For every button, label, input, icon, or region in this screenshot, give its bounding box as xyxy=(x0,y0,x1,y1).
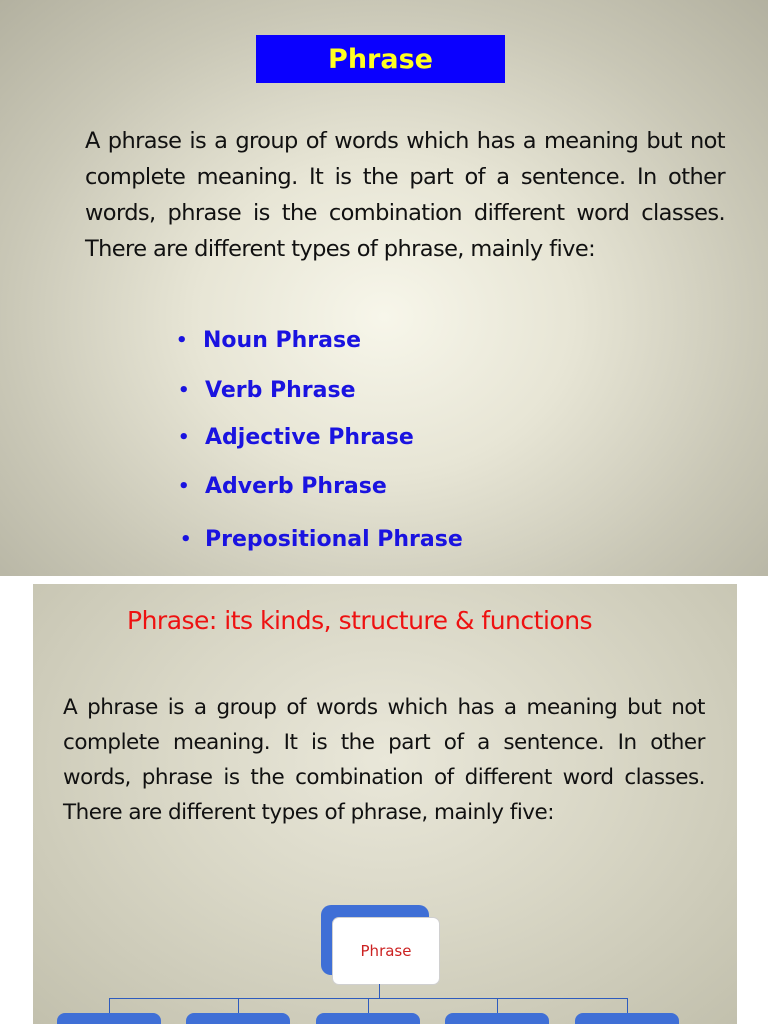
connector-drop xyxy=(627,998,628,1013)
bullet-icon: • xyxy=(178,380,190,401)
list-item xyxy=(178,474,387,499)
child-node xyxy=(316,1013,420,1024)
child-node xyxy=(57,1013,161,1024)
slide-2-paragraph: A phrase is a group of words which has a meaning but not complete meaning. It is the part of a sentence. In other words, phrase is the combination of different word classes. There are different types of phrase, mainly five: xyxy=(63,695,705,825)
slide-2 xyxy=(33,584,737,1024)
connector-drop xyxy=(109,998,110,1013)
child-node xyxy=(186,1013,290,1024)
connector-drop xyxy=(497,998,498,1013)
bullet-label: Adjective Phrase xyxy=(205,425,414,450)
connector-stem xyxy=(379,984,380,998)
slide-1-title: Phrase xyxy=(328,43,433,75)
bullet-icon: • xyxy=(176,330,188,351)
list-item xyxy=(176,328,361,353)
slide-1-paragraph: A phrase is a group of words which has a meaning but not complete meaning. It is the part of a sentence. In other words, phrase is the combination different word classes. There are different types of phrase, mainly five: xyxy=(85,128,725,262)
bullet-label: Prepositional Phrase xyxy=(205,527,463,552)
bullet-icon: • xyxy=(180,529,192,550)
bullet-label: Noun Phrase xyxy=(203,328,362,353)
bullet-label: Verb Phrase xyxy=(205,378,356,403)
bullet-label: Adverb Phrase xyxy=(205,474,387,499)
bullet-icon: • xyxy=(178,427,190,448)
bullet-icon: • xyxy=(178,476,190,497)
child-node xyxy=(445,1013,549,1024)
connector-drop xyxy=(368,998,369,1013)
root-node-label: Phrase xyxy=(360,942,412,960)
connector-drop xyxy=(238,998,239,1013)
list-item xyxy=(178,378,356,403)
slide-1-title-box xyxy=(256,35,505,83)
child-node xyxy=(575,1013,679,1024)
list-item xyxy=(178,425,414,450)
root-node xyxy=(333,918,439,984)
slide-2-title: Phrase: its kinds, structure & functions xyxy=(127,606,593,635)
list-item xyxy=(180,527,463,552)
